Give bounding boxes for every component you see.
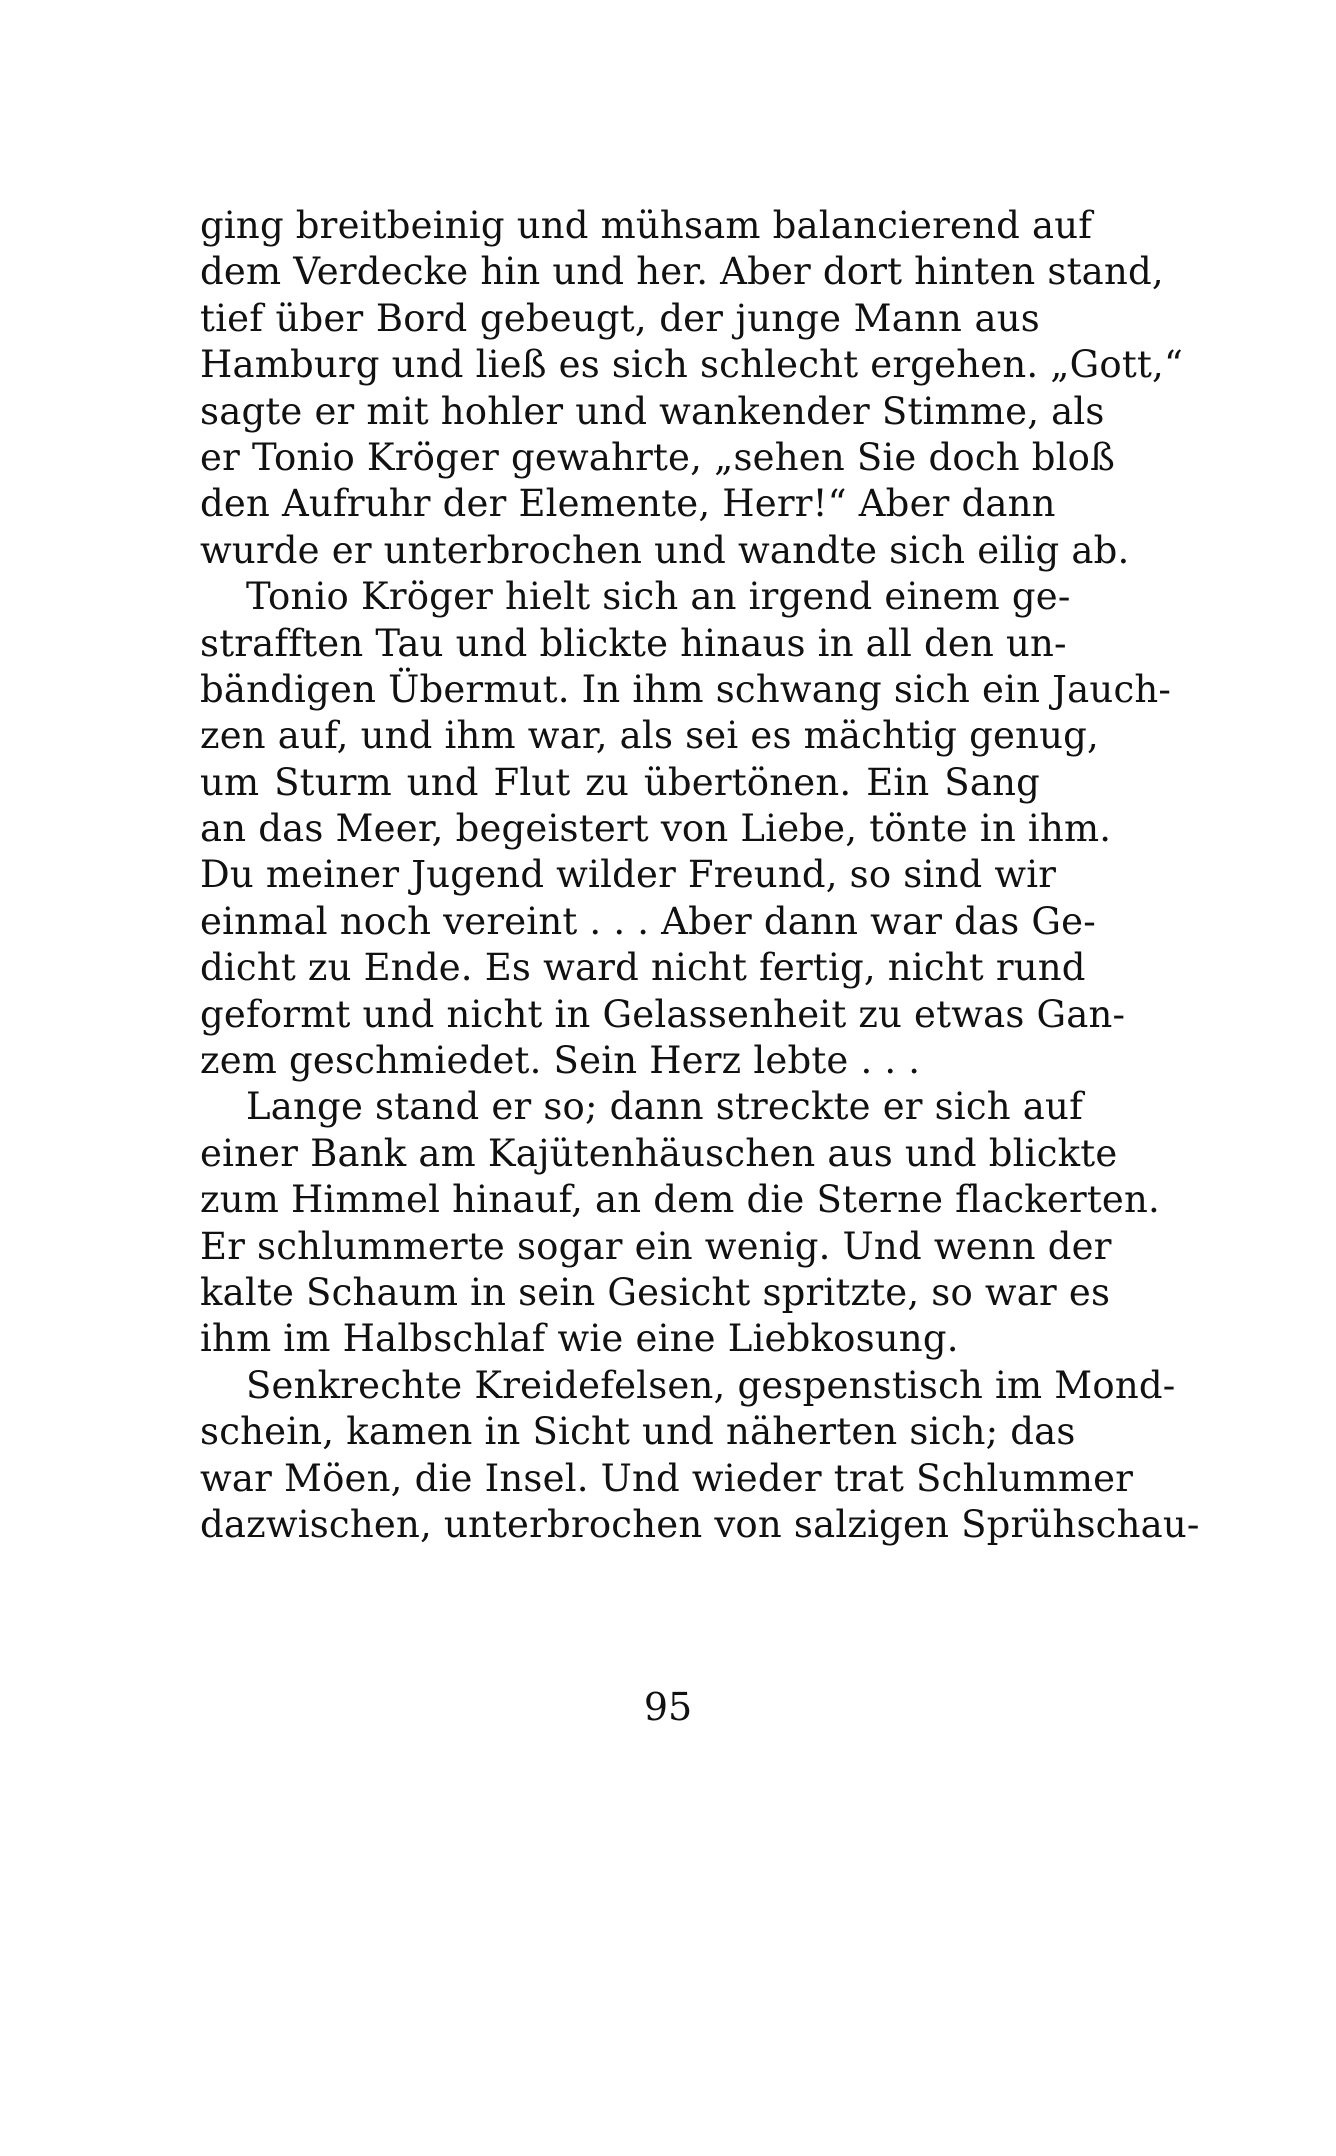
body-text: [200, 203, 1200, 1548]
text-line: Tonio Kröger hielt sich an irgend einem ge-: [246, 575, 1071, 619]
text-line: zem geschmiedet. Sein Herz lebte . . .: [200, 1039, 921, 1083]
text-line: einmal noch vereint . . . Aber dann war das Ge-: [200, 899, 1096, 943]
text-line: Du meiner Jugend wilder Freund, so sind wir: [200, 853, 1057, 897]
text-line: sagte er mit hohler und wankender Stimme, als: [200, 389, 1105, 433]
text-line: ihm im Halbschlaf wie eine Liebkosung.: [200, 1317, 959, 1361]
text-line: dem Verdecke hin und her. Aber dort hinten stand,: [200, 250, 1164, 294]
text-line: strafften Tau und blickte hinaus in all den un-: [200, 621, 1067, 665]
text-line: zen auf, und ihm war, als sei es mächtig genug,: [200, 714, 1099, 758]
text-line: Lange stand er so; dann streckte er sich auf: [246, 1085, 1083, 1129]
text-line: um Sturm und Flut zu übertönen. Ein Sang: [200, 760, 1040, 804]
page-number: 95: [643, 1685, 693, 1729]
text-line: schein, kamen in Sicht und näherten sich; das: [200, 1410, 1076, 1454]
text-line: geformt und nicht in Gelassenheit zu etwas Gan-: [200, 992, 1126, 1036]
text-line: dicht zu Ende. Es ward nicht fertig, nicht rund: [200, 946, 1086, 990]
text-line: dazwischen, unterbrochen von salzigen Sprühschau-: [200, 1502, 1200, 1546]
text-line: tief über Bord gebeugt, der junge Mann aus: [200, 296, 1040, 340]
text-line: wurde er unterbrochen und wandte sich eilig ab.: [200, 528, 1130, 572]
text-line: Hamburg und ließ es sich schlecht ergehen. „Gott,“: [200, 343, 1184, 387]
text-line: einer Bank am Kajütenhäuschen aus und blickte: [200, 1131, 1118, 1175]
text-line: an das Meer, begeistert von Liebe, tönte in ihm.: [200, 807, 1112, 851]
text-line: er Tonio Kröger gewahrte, „sehen Sie doch bloß: [200, 435, 1116, 479]
text-line: Er schlummerte sogar ein wenig. Und wenn der: [200, 1224, 1112, 1268]
text-line: Senkrechte Kreidefelsen, gespenstisch im Mond-: [246, 1363, 1176, 1407]
text-line: war Möen, die Insel. Und wieder trat Schlummer: [200, 1456, 1134, 1500]
text-line: den Aufruhr der Elemente, Herr!“ Aber dann: [200, 482, 1056, 526]
text-line: ging breitbeinig und mühsam balancierend auf: [200, 204, 1093, 247]
text-line: kalte Schaum in sein Gesicht spritzte, so war es: [200, 1270, 1111, 1314]
text-line: bändigen Übermut. In ihm schwang sich ein Jauch-: [200, 667, 1172, 711]
text-line: zum Himmel hinauf, an dem die Sterne flackerten.: [200, 1178, 1161, 1222]
